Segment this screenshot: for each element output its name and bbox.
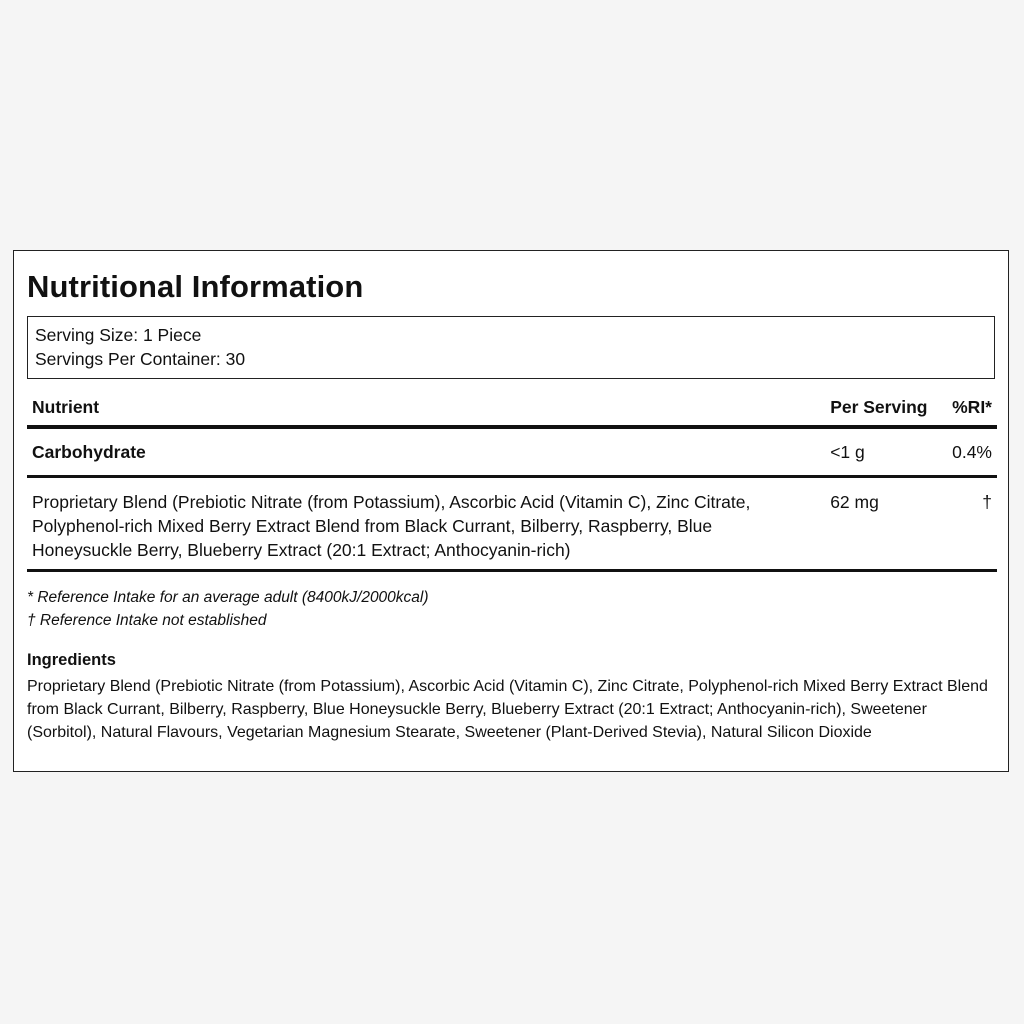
footnote-not-established: † Reference Intake not established [27,612,267,629]
nutrient-name: Carbohydrate [27,427,830,477]
panel-title: Nutritional Information [27,269,364,304]
ingredients-text: Proprietary Blend (Prebiotic Nitrate (from Potassium), Ascorbic Acid (Vitamin C), Zinc Citrate, Polyphenol-rich Mixed Berry Extract Blend from Black Currant, Bilberry, Raspberry, Blue Honeysuckle Berry, Blueberry Extract (20:1 Extract; Anthocyanin-rich), Sweetener (Sorbitol), Natural Flavours, Vegetarian Magnesium Stearate, Sweetener (Plant-Derived Stevia), Natural Silicon Dioxide [27,678,988,741]
nutrient-name: Proprietary Blend (Prebiotic Nitrate (from Potassium), Ascorbic Acid (Vitamin C), Zinc Citrate, Polyphenol-rich Mixed Berry Extract Blend from Black Currant, Bilberry, Raspberry, Blue Honeysuckle Berry, Blueberry Extract (20:1 Extract; Anthocyanin-rich) [27,477,830,571]
header-per-serving: Per Serving [830,394,938,427]
footnotes [27,586,995,632]
per-serving-value: 62 mg [830,477,938,571]
ri-value: 0.4% [938,427,997,477]
ri-value: † [938,477,997,571]
nutrition-panel [13,250,1009,772]
header-nutrient: Nutrient [27,394,830,427]
per-serving-value: <1 g [830,427,938,477]
footnote-reference-intake: * Reference Intake for an average adult (8400kJ/2000kcal) [27,589,429,606]
table-header-row [27,394,997,427]
table-row [27,477,997,571]
servings-per-container: Servings Per Container: 30 [35,349,246,369]
ingredients-heading: Ingredients [27,651,116,669]
nutrient-table [27,394,997,572]
serving-size: Serving Size: 1 Piece [35,325,202,345]
table-row [27,427,997,477]
serving-info-box [27,316,995,379]
header-ri: %RI* [938,394,997,427]
